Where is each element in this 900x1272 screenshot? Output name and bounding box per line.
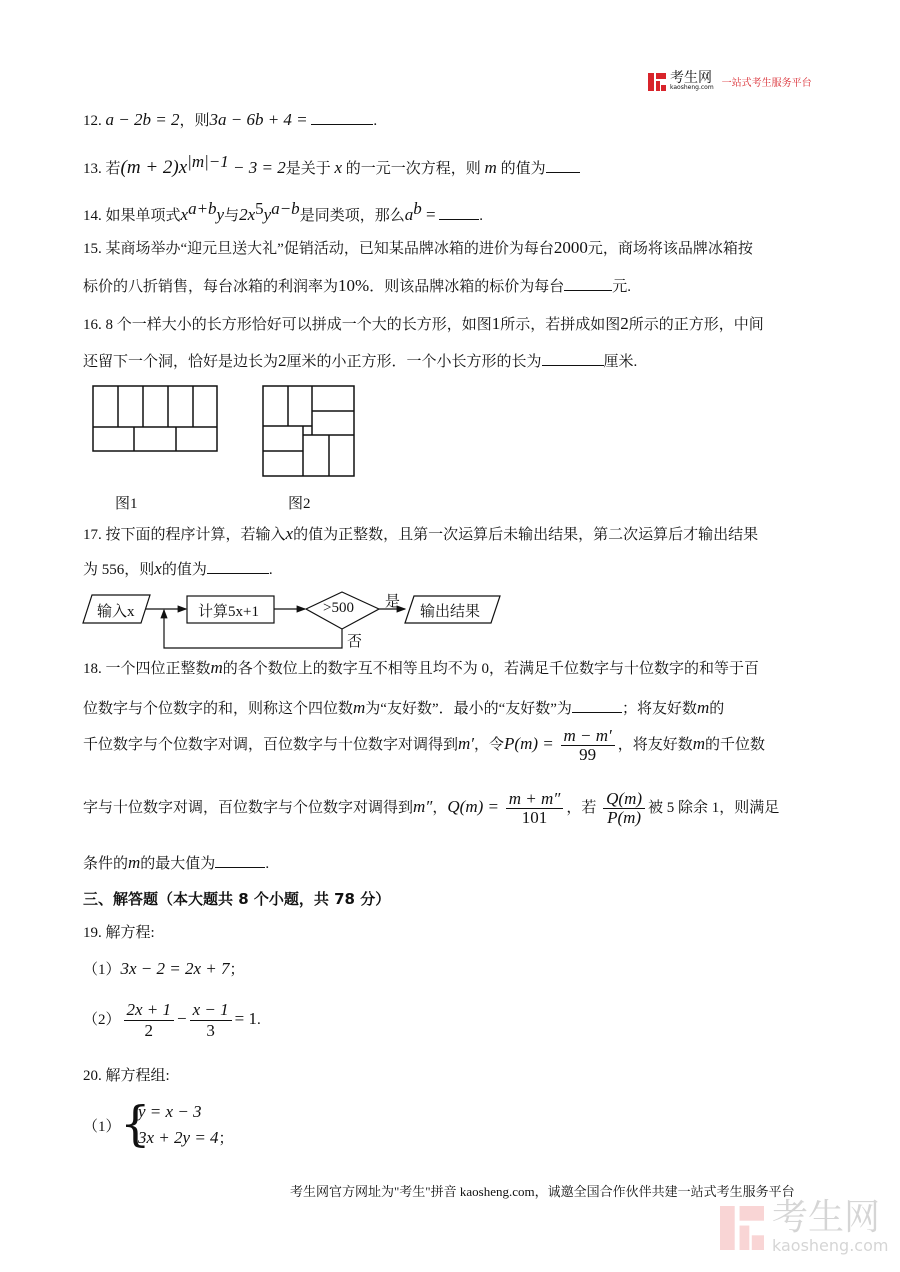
math-exponent: a−b [271, 199, 300, 218]
text: 15. 某商场举办“迎元旦送大礼”促销活动，已知某品牌冰箱的进价为每台 [83, 241, 554, 257]
math-exponent: |m|−1 [187, 152, 229, 171]
text: 条件的 [83, 856, 129, 872]
text: ； [218, 1131, 234, 1147]
text: . [268, 562, 273, 578]
flow-yes-label: 是 [385, 594, 401, 610]
text: 18. 一个四位正整数 [83, 661, 211, 677]
flow-condition-label: >500 [323, 600, 354, 616]
question-number: 12. [83, 113, 102, 129]
text: ，令 [474, 736, 505, 753]
text: ．则该品牌冰箱的标价为每台 [369, 279, 565, 295]
watermark-brand: 考生网 [772, 1197, 881, 1238]
math-variable: m″ [413, 796, 433, 816]
fraction-denominator: 101 [521, 808, 548, 827]
math-variable: m [210, 658, 223, 677]
text: . [265, 856, 270, 872]
part-label: （2） [83, 1011, 121, 1028]
text: 的值为正整数，且第一次运算后未输出结果，第二次运算后才输出结果 [293, 527, 759, 543]
text: 被 5 除余 1，则满足 [648, 799, 780, 816]
text: 千位数字与个位数字对调，百位数字与十位数字对调得到 [83, 736, 459, 753]
math-variable: x [334, 158, 343, 177]
logo-brand: 考生网 [670, 70, 712, 86]
text: 的最大值为 [140, 856, 216, 872]
text: . [479, 208, 484, 224]
math-variable: y [263, 205, 272, 224]
fraction-p [561, 727, 615, 764]
math-variable: m [353, 698, 366, 717]
question-18-line-1 [83, 658, 759, 679]
math-expression: y = x − 3 [138, 1102, 202, 1121]
figure-2-caption: 图2 [288, 496, 311, 512]
math-exponent: b [413, 199, 422, 218]
text: 的各个数位上的数字互不相等且均不为 0，若满足千位数字与十位数字的和等于百 [222, 661, 760, 677]
fraction-denominator: 99 [579, 745, 597, 764]
math-expression: P(m) = [504, 733, 554, 753]
text: 的值为 [500, 161, 546, 177]
question-19-part-1 [83, 959, 245, 980]
math-variable: m [696, 698, 710, 717]
question-18-line-5 [83, 853, 269, 874]
text: 是同类项，那么 [299, 208, 405, 224]
math-variable: x [180, 205, 189, 224]
text: 还留下一个洞，恰好是边长为 [83, 354, 279, 370]
text: ，将友好数 [617, 736, 693, 753]
number: 2 [278, 351, 287, 370]
watermark [720, 1197, 889, 1255]
text: 的值为 [161, 562, 207, 578]
math-expression: a − 2b = 2 [105, 110, 180, 129]
fraction-numerator: Q(m) [603, 790, 645, 809]
text: . [373, 113, 378, 129]
text: 厘米的小正方形．一个小长方形的长为 [286, 354, 542, 370]
figure-1-caption: 图1 [115, 496, 138, 512]
math-variable: m′ [458, 733, 475, 753]
math-expression: 3x + 2y = 4 [138, 1128, 219, 1147]
number: 2000 [553, 238, 588, 257]
watermark-logo-icon [720, 1204, 764, 1252]
math-expression: − 3 = 2 [228, 158, 286, 177]
text: 位数字与个位数字的和，则称这个四位数 [83, 701, 354, 717]
fraction [124, 1000, 175, 1041]
math-variable: m [692, 733, 706, 753]
question-18-line-3 [83, 727, 765, 764]
math-expression: 3x − 2 = 2x + 7 [120, 959, 230, 978]
number: 10% [338, 276, 370, 295]
answer-blank[interactable] [572, 698, 622, 713]
text: ， [432, 799, 448, 816]
text: 厘米. [603, 354, 638, 370]
text: 16. 8 个一样大小的长方形恰好可以拼成一个大的长方形，如图 [83, 317, 492, 333]
system-equation-2 [138, 1128, 234, 1149]
text: 为“友好数”．最小的“友好数”为 [365, 701, 572, 717]
text: 的千位数 [705, 736, 766, 753]
math-variable: y [216, 205, 225, 224]
math-expression: Q(m) = [447, 796, 499, 816]
flow-compute-label: 计算5x+1 [198, 604, 259, 620]
text: 与 [224, 208, 240, 224]
question-number: 13. [83, 161, 102, 177]
math-operator: = [421, 205, 436, 224]
text: 若 [105, 161, 121, 177]
math-variable: m [128, 853, 141, 872]
math-expression: 3a − 6b + 4 = [209, 110, 308, 129]
math-operator: − [177, 1008, 187, 1028]
math-exponent: 5 [255, 199, 264, 218]
text: 字与十位数字对调，百位数字与个位数字对调得到 [83, 799, 414, 816]
logo-slogan: 一站式考生服务平台 [721, 78, 812, 89]
fraction-q-over-p [603, 790, 645, 827]
number: 2 [620, 314, 629, 333]
text: 所示，若拼成如图 [500, 317, 621, 333]
system-equation-1 [138, 1102, 202, 1123]
answer-blank[interactable] [215, 853, 265, 868]
fraction-numerator: m + m″ [506, 790, 564, 809]
math-expression: = 1 [234, 1008, 258, 1028]
number: 1 [491, 314, 501, 333]
fraction-numerator: 2x + 1 [124, 1000, 175, 1021]
question-20-part-1-label: （1） [83, 1119, 121, 1135]
section-heading: 三、解答题（本大题共 8 个小题，共 78 分） [83, 890, 391, 908]
math-exponent: a+b [188, 199, 217, 218]
math-expression: 2x [239, 205, 256, 224]
math-variable: a [404, 205, 414, 224]
footer-text: 考生网官方网址为"考生"拼音 kaosheng.com，诚邀全国合作伙伴共建一站式考生服务平台 [290, 1184, 795, 1199]
fraction-denominator: 2 [144, 1021, 154, 1040]
math-variable: x [154, 559, 162, 578]
question-18-line-4 [83, 790, 779, 827]
text: ，若 [566, 799, 597, 816]
flow-input-label: 输入x [97, 604, 135, 620]
flow-output-label: 输出结果 [420, 604, 481, 620]
logo-domain: kaosheng.com [670, 84, 714, 91]
text: . [257, 1011, 261, 1028]
fraction [190, 1000, 232, 1041]
text: 如果单项式 [105, 208, 181, 224]
text: 17. 按下面的程序计算，若输入 [83, 527, 286, 543]
text: ； [229, 962, 245, 978]
text: ；将友好数 [621, 701, 697, 717]
math-variable: x [285, 524, 294, 543]
flow-no-label: 否 [347, 634, 363, 650]
fraction-q [506, 790, 564, 827]
text: 元. [612, 279, 631, 295]
text: 标价的八折销售，每台冰箱的利润率为 [83, 279, 339, 295]
text: 的一元一次方程，则 [345, 161, 481, 177]
part-label: （1） [83, 962, 121, 978]
text: 的 [709, 701, 725, 717]
text: 是关于 [285, 161, 331, 177]
question-19-title: 19. 解方程: [83, 925, 155, 941]
fraction-denominator: P(m) [607, 808, 642, 827]
question-19-part-2 [83, 1000, 261, 1041]
question-18-line-2 [83, 698, 724, 719]
math-variable: m [484, 158, 497, 177]
fraction-numerator: x − 1 [190, 1000, 232, 1021]
math-expression: (m + 2)x [120, 157, 188, 178]
text: 所示的正方形，中间 [628, 317, 764, 333]
text: ，则 [179, 113, 210, 129]
question-20-title: 20. 解方程组: [83, 1068, 170, 1084]
question-number: 14. [83, 208, 102, 224]
fraction-denominator: 3 [206, 1021, 215, 1040]
text: 元，商场将该品牌冰箱按 [587, 241, 753, 257]
fraction-numerator: m − m′ [561, 727, 615, 746]
brace-icon: { [120, 1096, 151, 1152]
text: 为 556，则 [83, 562, 155, 578]
watermark-domain: kaosheng.com [772, 1236, 889, 1255]
